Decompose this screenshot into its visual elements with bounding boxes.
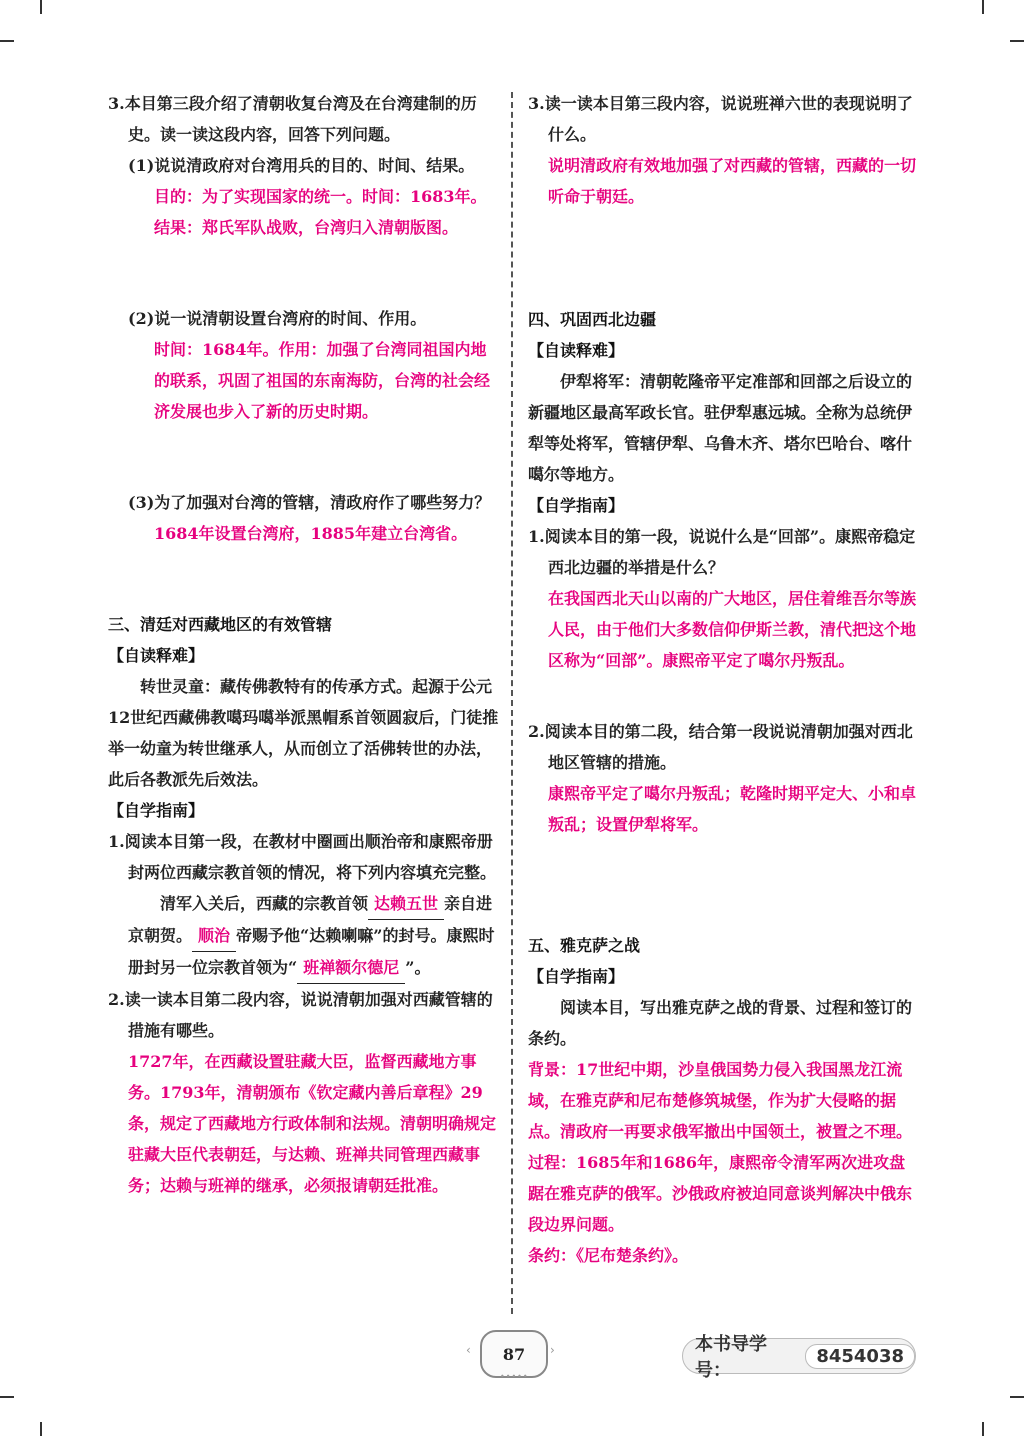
crop-mark (982, 0, 984, 14)
section-4-guide-tag: 【自学指南】 (528, 496, 625, 515)
answer-3-2: 时间：1684年。作用：加强了台湾同祖国内地的联系，巩固了祖国的东南海防，台湾的社会经济发展也步入了新的历史时期。 (154, 340, 491, 421)
fill-blank-panchen: 班禅额尔德尼 (297, 952, 405, 984)
question-3-taiwan: 3.本目第三段介绍了清朝收复台湾及在台湾建制的历史。读一读这段内容，回答下列问题。 (108, 94, 477, 144)
answer-3-3: 1684年设置台湾府，1885年建立台湾省。 (154, 524, 468, 543)
section-3-question-1: 1.阅读本目第一段，在教材中圈画出顺治帝和康熙帝册封两位西藏宗教首领的情况，将下列内容填充完整。 (108, 832, 497, 882)
section-3-fill-in (108, 888, 500, 984)
section-5-guide-tag: 【自学指南】 (528, 967, 625, 986)
decorative-dots: ••••• (500, 1372, 529, 1381)
crop-mark (982, 1422, 984, 1436)
crop-mark (0, 1396, 14, 1398)
question-3-3: (3)为了加强对台湾的管辖，清政府作了哪些努力？ (128, 493, 491, 512)
section-5-answer-process: 过程：1685年和1686年，康熙帝令清军两次进攻盘踞在雅克萨的俄军。沙俄政府被迫同意谈判解决中俄东段边界问题。 (528, 1153, 913, 1234)
section-3-answer-3: 说明清政府有效地加强了对西藏的管辖，西藏的一切听命于朝廷。 (548, 156, 917, 206)
crop-mark (0, 40, 14, 42)
crop-mark (1010, 1396, 1024, 1398)
page-number: 87 (480, 1330, 548, 1378)
section-4-title: 四、巩固西北边疆 (528, 310, 657, 329)
section-3-reading-text: 转世灵童：藏传佛教特有的传承方式。起源于公元12世纪西藏佛教噶玛噶举派黑帽系首领圆寂后，门徒推举一幼童为转世继承人，从而创立了活佛转世的办法，此后各教派先后效法。 (108, 677, 499, 789)
section-4-answer-2: 康熙帝平定了噶尔丹叛乱；乾隆时期平定大、小和卓叛乱；设置伊犁将军。 (548, 784, 917, 834)
section-5-question: 阅读本目，写出雅克萨之战的背景、过程和签订的条约。 (528, 998, 913, 1048)
chevron-right-icon: › (550, 1343, 555, 1357)
section-4-reading-tag: 【自读释难】 (528, 341, 625, 360)
section-3-answer-2: 1727年，在西藏设置驻藏大臣，监督西藏地方事务。1793年，清朝颁布《钦定藏内善后章程》29条，规定了西藏地方行政体制和法规。清朝明确规定驻藏大臣代表朝廷，与达赖、班禅共同管理西藏事务；达赖与班禅的继承，必须报请朝廷批准。 (128, 1052, 497, 1195)
guide-number: 8454038 (805, 1344, 915, 1369)
section-4-reading-text: 伊犁将军：清朝乾隆帝平定准部和回部之后设立的新疆地区最高军政长官。驻伊犁惠远城。全称为总统伊犁等处将军，管辖伊犁、乌鲁木齐、塔尔巴哈台、喀什噶尔等地方。 (528, 372, 913, 484)
right-column (528, 88, 920, 1271)
crop-mark (1010, 40, 1024, 42)
section-3-reading-tag: 【自读释难】 (108, 646, 205, 665)
fill-text-a: 清军入关后，西藏的宗教首领 (160, 894, 369, 913)
question-3-1: (1)说说清政府对台湾用兵的目的、时间、结果。 (128, 156, 475, 175)
section-5-answer-treaty: 条约：《尼布楚条约》。 (528, 1246, 689, 1265)
left-column (108, 88, 500, 1201)
fill-blank-shunzhi: 顺治 (192, 920, 236, 952)
fill-text-d: ”。 (405, 958, 431, 977)
guide-label: 本书导学号： (695, 1334, 767, 1381)
answer-3-1: 目的：为了实现国家的统一。时间：1683年。结果：郑氏军队战败，台湾归入清朝版图。 (154, 187, 487, 237)
section-4-question-1: 1.阅读本目的第一段，说说什么是“回部”。康熙帝稳定西北边疆的举措是什么？ (528, 527, 916, 577)
section-5-answer-background: 背景：17世纪中期，沙皇俄国势力侵入我国黑龙江流域，在雅克萨和尼布楚修筑城堡，作为扩大侵略的据点。清政府一再要求俄军撤出中国领土，被置之不理。 (528, 1060, 913, 1141)
section-4-question-2: 2.阅读本目的第二段，结合第一段说说清朝加强对西北地区管辖的措施。 (528, 722, 913, 772)
column-divider (511, 92, 513, 1314)
chevron-left-icon: ‹ (466, 1343, 471, 1357)
section-3-question-2: 2.读一读本目第二段内容，说说清朝加强对西藏管辖的措施有哪些。 (108, 990, 493, 1040)
fill-blank-dalai: 达赖五世 (368, 888, 444, 920)
section-3-question-3: 3.读一读本目第三段内容，说说班禅六世的表现说明了什么。 (528, 94, 913, 144)
crop-mark (40, 1422, 42, 1436)
section-5-title: 五、雅克萨之战 (528, 936, 641, 955)
section-3-title: 三、清廷对西藏地区的有效管辖 (108, 615, 333, 634)
section-4-answer-1: 在我国西北天山以南的广大地区，居住着维吾尔等族人民，由于他们大多数信仰伊斯兰教，清代把这个地区称为“回部”。康熙帝平定了噶尔丹叛乱。 (548, 589, 917, 670)
guide-number-badge (682, 1334, 916, 1381)
fill-text-c: 帝赐予他“达赖喇嘛”的封号。康熙时册封另一位宗教首领为“ (128, 926, 495, 977)
fill-text-b: 亲自进京朝贺。 (128, 894, 493, 945)
section-3-guide-tag: 【自学指南】 (108, 801, 205, 820)
question-3-2: (2)说一说清朝设置台湾府的时间、作用。 (128, 309, 427, 328)
crop-mark (40, 0, 42, 14)
